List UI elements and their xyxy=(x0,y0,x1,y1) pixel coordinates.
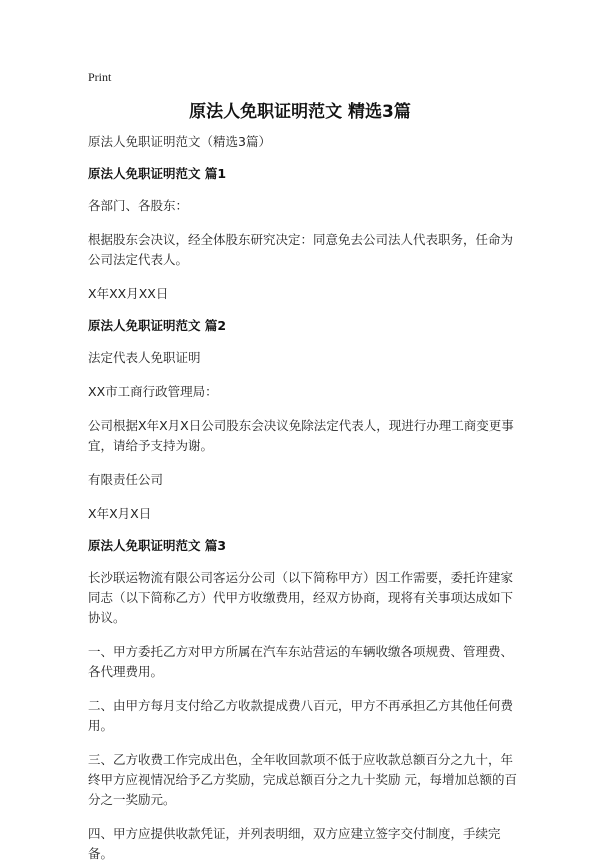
page-title: 原法人免职证明范文 精选3篇 xyxy=(189,102,411,122)
section-2-company: 有限责任公司 xyxy=(88,472,164,487)
section-2-recipient: XX市工商行政管理局： xyxy=(88,384,218,399)
section-3-item-4: 四、甲方应提供收款凭证，并列表明细，双方应建立签字交付制度，手续完备。 xyxy=(88,826,501,861)
section-3-heading: 原法人免职证明范文 篇3 xyxy=(88,538,227,553)
document-body xyxy=(88,132,520,864)
section-1-date: X年XX月XX日 xyxy=(88,286,169,301)
section-1-greeting: 各部门、各股东： xyxy=(88,198,189,213)
section-3-item-1: 一、甲方委托乙方对甲方所属在汽车东站营运的车辆收缴各项规费、管理费、各代理费用。 xyxy=(88,644,514,679)
section-3-item-2: 二、由甲方每月支付给乙方收款提成费八百元，甲方不再承担乙方其他任何费用。 xyxy=(88,698,514,733)
section-3-intro: 长沙联运物流有限公司客运分公司（以下简称甲方）因工作需要，委托许建家同志（以下简称乙方）代甲方收缴费用，经双方协商，现将有关事项达成如下协议。 xyxy=(88,570,514,625)
section-2-subtitle: 法定代表人免职证明 xyxy=(88,350,201,365)
section-2-body: 公司根据X年X月X日公司股东会决议免除法定代表人，现进行办理工商变更事宜，请给予支持为谢。 xyxy=(88,418,514,453)
intro-line: 原法人免职证明范文（精选3篇） xyxy=(88,134,271,149)
section-2-date: X年X月X日 xyxy=(88,506,152,521)
print-label[interactable]: Print xyxy=(88,70,112,84)
section-1-body: 根据股东会决议，经全体股东研究决定：同意免去公司法人代表职务，任命为公司法定代表人。 xyxy=(88,232,514,267)
section-2-heading: 原法人免职证明范文 篇2 xyxy=(88,318,227,333)
section-1-heading: 原法人免职证明范文 篇1 xyxy=(88,166,227,181)
section-3-item-3: 三、乙方收费工作完成出色，全年收回款项不低于应收款总额百分之九十，年终甲方应视情况给予乙方奖励，完成总额百分之九十奖励 元，每增加总额的百分之一奖励元。 xyxy=(88,752,517,807)
